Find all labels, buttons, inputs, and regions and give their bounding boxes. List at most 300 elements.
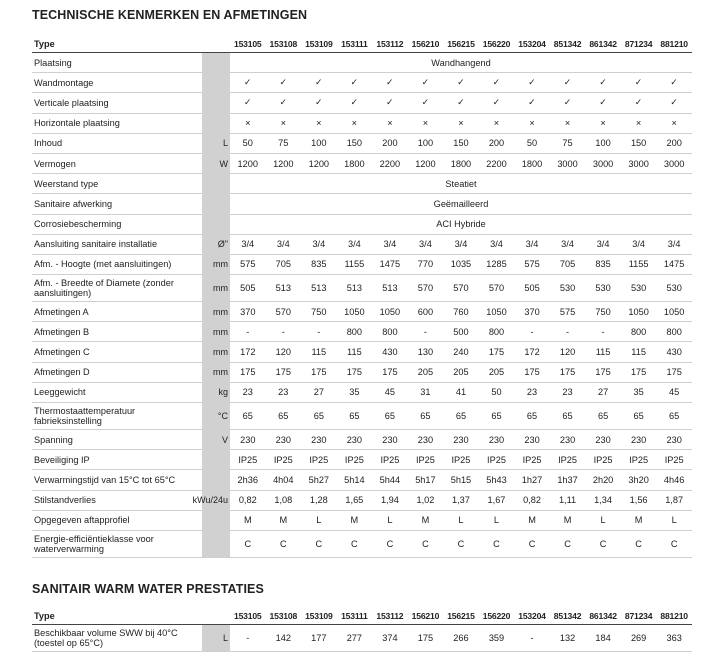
spec-value: 575 (240, 259, 256, 270)
spec-value: 230 (453, 434, 469, 445)
spec-value: 115 (347, 347, 362, 358)
spec-value: 100 (311, 138, 327, 149)
spec-value: ✓ (492, 77, 501, 88)
spec-value: IP25 (558, 454, 577, 465)
spec-value: 513 (382, 283, 398, 294)
model-number: 153112 (376, 38, 404, 49)
spec-value: 3000 (592, 158, 614, 169)
spec-label: Afmetingen D (34, 367, 90, 378)
model-number: 153105 (234, 38, 262, 49)
spec-value: ✓ (350, 77, 359, 88)
model-number: 153108 (269, 38, 298, 49)
spec-value: 1,67 (487, 495, 506, 506)
spec-value: 1800 (450, 158, 472, 169)
spec-value: 200 (382, 138, 398, 149)
spec-value: 65 (526, 411, 538, 421)
spec-value: ✓ (314, 97, 323, 108)
spec-value: C (386, 538, 394, 549)
spec-value: ✓ (279, 77, 288, 88)
spec-value: IP25 (344, 454, 364, 465)
spec-value: 230 (524, 434, 540, 445)
spec-value: 175 (524, 367, 540, 378)
spec-value: 50 (491, 387, 502, 398)
spec-value: M (563, 515, 572, 526)
spec-value: 3/4 (596, 239, 610, 250)
spec-value: ✓ (314, 77, 323, 88)
spec-value: × (245, 118, 251, 129)
spec-row (32, 531, 692, 558)
model-number: 153111 (341, 38, 368, 49)
spec-value: 800 (630, 326, 647, 337)
spec-value: 3h20 (628, 474, 649, 485)
spec-value: C (670, 538, 678, 549)
spec-value: 230 (595, 434, 611, 445)
spec-value: ✓ (421, 97, 430, 108)
spec-value: 3000 (663, 158, 685, 169)
spec-value: 115 (595, 347, 611, 358)
spec-row (32, 215, 692, 235)
unit-spacer (202, 35, 230, 52)
spec-row (32, 363, 692, 383)
spec-value: 3000 (628, 158, 649, 169)
spec-value: ✓ (670, 97, 678, 108)
spec-value: 1475 (379, 259, 401, 270)
spec-value: ✓ (599, 97, 607, 108)
spec-value: × (493, 118, 500, 129)
spec-unit (202, 470, 230, 489)
spec-row (32, 235, 692, 255)
spec-value: 800 (346, 326, 363, 337)
spec-value: C (315, 538, 323, 549)
spec-value: 1155 (344, 259, 365, 270)
spec-value: × (280, 118, 286, 129)
spec-value: 505 (524, 283, 540, 294)
spec-value: 230 (346, 434, 363, 445)
spec-unit: mm (202, 275, 230, 301)
type-label: Type (34, 610, 55, 621)
spec-value: IP25 (487, 454, 506, 465)
spec-label: Afm. - Breedte of Diamete (zonder aansluitingen) (34, 278, 174, 299)
spec-value: 3000 (557, 158, 578, 169)
spec-value: 505 (240, 283, 256, 294)
spec-value: 1,37 (452, 495, 470, 506)
spec-value: 1050 (379, 306, 401, 317)
spec-value: × (635, 118, 642, 129)
spec-value: 1,56 (629, 495, 648, 506)
spec-value: C (422, 538, 429, 549)
spec-value: 35 (349, 387, 360, 398)
spec-value: 3/4 (419, 239, 432, 250)
spec-value: 800 (666, 326, 682, 337)
unit-spacer (202, 607, 230, 624)
spec-label: Afmetingen C (34, 347, 90, 358)
spec-unit (202, 73, 230, 92)
spec-value: 575 (559, 306, 576, 317)
spec-value: 65 (491, 411, 502, 421)
spec-value: 240 (453, 347, 469, 358)
type-header-row (32, 607, 692, 625)
spec-value: ✓ (279, 97, 288, 108)
spec-value: 200 (488, 138, 505, 149)
spec-value: 115 (311, 347, 327, 358)
spec-value: 65 (420, 411, 431, 421)
spec-value: 23 (278, 387, 289, 398)
spec-value: ✓ (634, 77, 643, 88)
spec-value: 1285 (486, 259, 507, 270)
spec-label: Wandmontage (34, 77, 94, 88)
spec-value: 175 (595, 367, 611, 378)
spec-value: 200 (666, 138, 682, 149)
spec-row (32, 194, 692, 214)
spec-value: - (423, 326, 427, 337)
spec-value: × (422, 118, 429, 129)
spec-value: ✓ (386, 97, 394, 108)
spec-row (32, 491, 692, 511)
spec-value: × (671, 118, 677, 129)
spec-value: 205 (417, 367, 434, 378)
spec-value: 363 (666, 633, 682, 643)
spec-value: 150 (453, 138, 469, 149)
model-number: 861342 (589, 38, 617, 49)
spec-label: Horizontale plaatsing (34, 118, 120, 129)
spec-value: 65 (633, 411, 644, 421)
spec-value: 5h17 (415, 474, 436, 485)
spec-value: 513 (275, 283, 291, 294)
spec-value: 150 (630, 138, 647, 149)
spec-row (32, 174, 692, 194)
spec-value: × (529, 118, 535, 129)
model-number: 153112 (376, 610, 404, 621)
spec-value: 705 (559, 259, 576, 270)
spec-row (32, 322, 692, 342)
model-number: 153105 (234, 610, 262, 621)
spec-value: 1155 (628, 259, 649, 270)
spec-value: M (350, 515, 359, 526)
spec-value: 27 (313, 387, 324, 398)
spec-unit: mm (202, 363, 230, 382)
spec-value: 3/4 (347, 239, 361, 250)
hot-water-performance-table (32, 607, 692, 652)
spec-value: ✓ (528, 97, 536, 108)
spec-value: 1,02 (416, 495, 435, 506)
spec-value: 430 (666, 347, 682, 358)
spec-value: 0,82 (523, 495, 541, 506)
spec-value: M (243, 515, 252, 526)
spec-value: 3/4 (632, 239, 645, 250)
spec-value: 3/4 (383, 239, 397, 250)
spec-value: 184 (595, 633, 611, 643)
spec-value: 230 (382, 434, 398, 445)
spec-label: Verwarmingstijd van 15°C tot 65°C (34, 474, 176, 485)
spec-value: 65 (597, 411, 609, 421)
spec-value: 230 (417, 434, 434, 445)
spec-value: × (458, 118, 464, 129)
spec-value: 359 (488, 633, 505, 643)
spec-label: Sanitaire afwerking (34, 198, 113, 209)
spec-value: 513 (346, 283, 363, 294)
spec-label: Afm. - Hoogte (met aansluitingen) (34, 259, 172, 270)
spec-unit: L (202, 134, 230, 153)
model-number: 851342 (553, 610, 582, 621)
spec-label: Thermostaattemperatuur fabrieksinstelling (34, 406, 136, 426)
spec-value: 23 (526, 387, 538, 398)
spec-row (32, 302, 692, 322)
spec-value: 175 (382, 367, 398, 378)
spec-value: 3/4 (667, 239, 681, 250)
spec-value: 35 (633, 387, 644, 398)
spec-value: 835 (311, 259, 327, 270)
spec-value: ✓ (634, 97, 643, 108)
spec-value: ✓ (386, 77, 394, 88)
spec-value: 1200 (415, 158, 436, 169)
section-title-hot-water: SANITAIR WARM WATER PRESTATIES (32, 582, 264, 596)
spec-value: 2200 (486, 158, 507, 169)
spec-value: IP25 (273, 454, 293, 465)
spec-value: IP25 (238, 454, 258, 465)
spec-value: 835 (595, 259, 611, 270)
spec-value: 600 (417, 306, 434, 317)
spec-unit (202, 531, 230, 557)
spec-value: M (634, 515, 643, 526)
spec-value: 205 (453, 367, 469, 378)
spec-value-span: Wandhangend (431, 57, 491, 68)
spec-value: 175 (630, 367, 647, 378)
spec-value: 205 (488, 367, 505, 378)
model-number: 881210 (660, 38, 688, 49)
spec-value: 3/4 (561, 239, 574, 250)
model-number: 156220 (482, 610, 511, 621)
spec-value: 27 (597, 387, 609, 398)
spec-value: 120 (275, 347, 291, 358)
spec-value: 175 (240, 367, 256, 378)
spec-value: IP25 (415, 454, 435, 465)
spec-value: 1050 (628, 306, 649, 317)
spec-value: 177 (311, 633, 327, 643)
spec-value: 45 (384, 387, 395, 398)
spec-label: Plaatsing (34, 57, 72, 68)
spec-value: 230 (240, 434, 256, 445)
spec-value: 374 (382, 633, 398, 643)
spec-value: IP25 (380, 454, 400, 465)
spec-value: 5h44 (379, 474, 401, 485)
spec-value: 4h04 (273, 474, 294, 485)
spec-value: 750 (595, 306, 611, 317)
spec-row (32, 450, 692, 470)
spec-row (32, 342, 692, 362)
spec-value: 65 (455, 411, 467, 421)
spec-row (32, 134, 692, 154)
spec-value: 1050 (663, 306, 685, 317)
spec-value: 266 (453, 633, 469, 643)
spec-value: 530 (595, 283, 611, 294)
spec-value: L (387, 515, 393, 526)
spec-row (32, 383, 692, 403)
spec-value: 5h27 (308, 474, 330, 485)
spec-label: Vermogen (34, 158, 76, 169)
spec-value: - (601, 326, 605, 337)
spec-value: 800 (382, 326, 398, 337)
spec-value: - (530, 633, 534, 643)
spec-value: C (635, 538, 642, 549)
spec-unit: mm (202, 322, 230, 341)
spec-value: - (281, 326, 285, 337)
model-number: 153111 (341, 610, 368, 621)
spec-unit: °C (202, 403, 230, 429)
spec-value: 370 (240, 306, 256, 317)
model-number: 871234 (624, 610, 653, 621)
spec-value: 530 (630, 283, 647, 294)
model-number: 851342 (553, 38, 582, 49)
spec-value: 100 (595, 138, 611, 149)
spec-value-span: Steatiet (445, 178, 477, 189)
spec-value: ✓ (350, 97, 359, 108)
spec-value: 4h46 (663, 474, 685, 485)
spec-value: C (457, 538, 465, 549)
spec-value: 230 (488, 434, 505, 445)
spec-value: 31 (420, 387, 431, 398)
spec-row (32, 154, 692, 174)
spec-value: 175 (559, 367, 576, 378)
spec-value: 230 (666, 434, 682, 445)
spec-value: 175 (311, 367, 327, 378)
spec-value: 175 (346, 367, 363, 378)
spec-value: 50 (242, 138, 253, 149)
spec-value: 1200 (308, 158, 330, 169)
spec-value: 100 (417, 138, 434, 149)
spec-row (32, 73, 692, 93)
spec-value: - (566, 326, 570, 337)
spec-value: 570 (453, 283, 469, 294)
spec-unit: kWu/24u (202, 491, 230, 510)
spec-value: C (351, 538, 358, 549)
spec-value: 570 (488, 283, 505, 294)
spec-row (32, 93, 692, 113)
spec-value: 570 (275, 306, 291, 317)
spec-value: 1,65 (345, 495, 364, 506)
spec-unit: mm (202, 342, 230, 361)
model-number: 153204 (518, 610, 546, 621)
spec-value: 75 (278, 138, 289, 149)
model-number: 153204 (518, 38, 546, 49)
spec-value: 1475 (663, 259, 685, 270)
spec-label: Verticale plaatsing (34, 97, 109, 108)
spec-row (32, 430, 692, 450)
model-number: 156210 (411, 38, 440, 49)
spec-value: ✓ (563, 77, 572, 88)
spec-value: 3/4 (241, 239, 255, 250)
spec-value: 750 (311, 306, 327, 317)
technical-specs-table (32, 35, 692, 558)
spec-value: 1,94 (380, 495, 399, 506)
spec-value: - (530, 326, 534, 337)
spec-value: ✓ (243, 77, 252, 88)
spec-value: 705 (275, 259, 291, 270)
spec-row (32, 511, 692, 531)
spec-value: ✓ (599, 77, 607, 88)
spec-value: - (246, 326, 250, 337)
spec-value: 2h20 (592, 474, 614, 485)
spec-value: ✓ (243, 97, 252, 108)
spec-unit (202, 53, 230, 72)
spec-value: 65 (242, 411, 253, 421)
spec-value: 370 (524, 306, 540, 317)
section-title-technical: TECHNISCHE KENMERKEN EN AFMETINGEN (32, 8, 308, 22)
spec-value: ✓ (528, 77, 536, 88)
spec-value: L (316, 515, 322, 526)
spec-label: Beschikbaar volume SWW bij 40°C (toestel op 65°C) (34, 628, 178, 648)
spec-value: 5h15 (450, 474, 472, 485)
spec-value: 3/4 (454, 239, 468, 250)
spec-value: 800 (488, 326, 505, 337)
model-number: 881210 (660, 610, 688, 621)
spec-value: 1,11 (558, 495, 577, 506)
spec-label: Opgegeven aftapprofiel (34, 515, 130, 526)
spec-value: 1800 (344, 158, 365, 169)
spec-value: IP25 (664, 454, 684, 465)
model-number: 861342 (589, 610, 617, 621)
spec-unit: mm (202, 302, 230, 321)
spec-value: 150 (346, 138, 363, 149)
model-number: 156215 (447, 38, 475, 49)
spec-value: 65 (562, 411, 573, 421)
spec-value: × (351, 118, 358, 129)
spec-value: 277 (346, 633, 363, 643)
spec-value: 1,34 (594, 495, 613, 506)
spec-value: IP25 (522, 454, 542, 465)
spec-value: L (600, 515, 606, 526)
spec-unit (202, 194, 230, 213)
spec-value: ✓ (457, 77, 465, 88)
spec-row (32, 275, 692, 302)
spec-label: Leeggewicht (34, 387, 86, 398)
spec-value: 5h43 (486, 474, 507, 485)
spec-unit (202, 450, 230, 469)
spec-unit (202, 215, 230, 234)
spec-value: × (600, 118, 606, 129)
spec-label: Beveiliging IP (34, 454, 90, 465)
spec-value: 2200 (379, 158, 401, 169)
spec-value: 269 (630, 633, 647, 643)
spec-value: 430 (382, 347, 398, 358)
spec-value: 530 (559, 283, 576, 294)
spec-value: 1,28 (309, 495, 328, 506)
spec-value: × (316, 118, 322, 129)
spec-value: L (458, 515, 464, 526)
spec-value: C (493, 538, 500, 549)
spec-value: 575 (524, 259, 540, 270)
spec-value: 175 (275, 367, 291, 378)
spec-value: IP25 (451, 454, 471, 465)
spec-value: 1,08 (274, 495, 293, 506)
spec-label: Aansluiting sanitaire installatie (34, 239, 158, 250)
spec-value: 570 (417, 283, 434, 294)
spec-value: 23 (562, 387, 573, 398)
spec-value: 23 (242, 387, 253, 398)
spec-value: 120 (559, 347, 576, 358)
spec-value: 132 (559, 633, 576, 643)
spec-value: 65 (278, 411, 289, 421)
spec-value: 1200 (273, 158, 294, 169)
spec-label: Corrosiebescherming (34, 219, 122, 230)
spec-value: 65 (349, 411, 360, 421)
model-number: 153108 (269, 610, 298, 621)
spec-value: 1035 (450, 259, 472, 270)
spec-value-span: ACI Hybride (436, 219, 486, 230)
spec-unit: kg (202, 383, 230, 402)
spec-value: 115 (631, 347, 646, 358)
model-number: 156210 (411, 610, 440, 621)
spec-unit (202, 174, 230, 193)
